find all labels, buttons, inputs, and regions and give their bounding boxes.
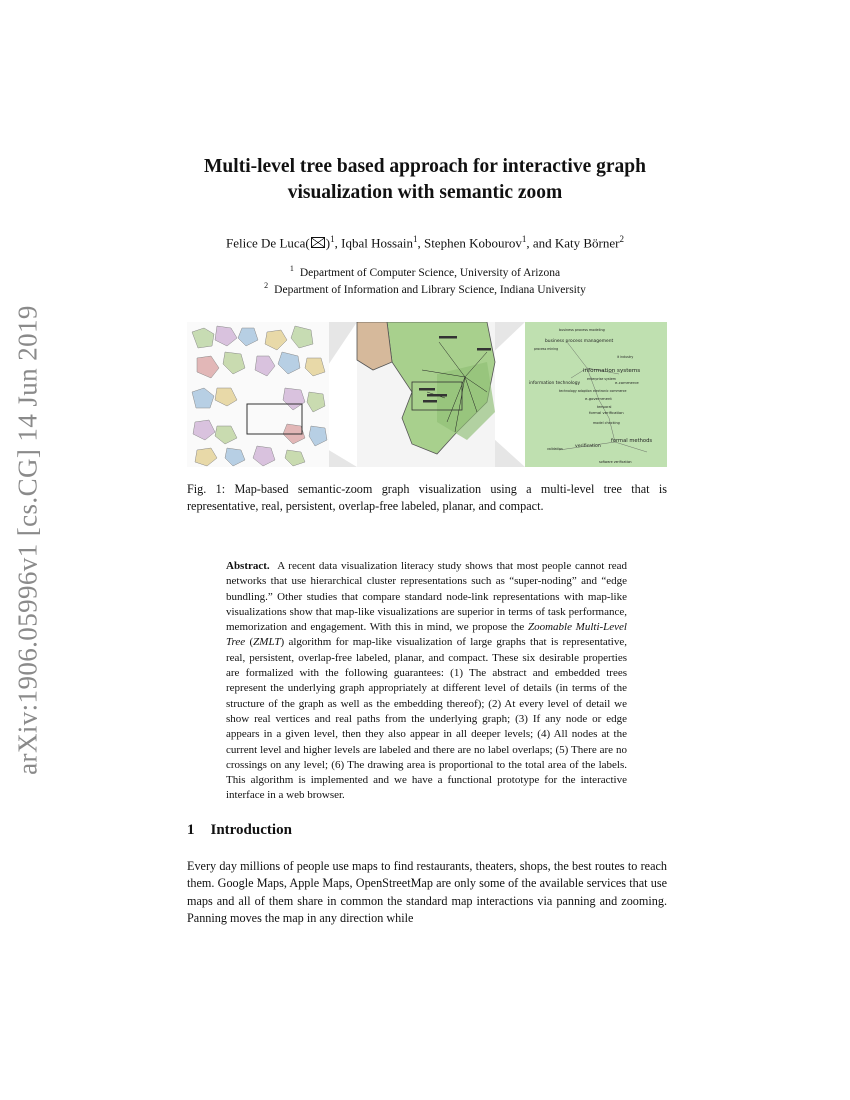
author-name: Iqbal Hossain (341, 235, 413, 251)
paper-title: Multi-level tree based approach for interactive graph visualization with semantic zoom (204, 156, 646, 203)
map-label: e-government (585, 396, 612, 401)
map-label: formal verification (589, 410, 624, 415)
map-label: model checking (593, 421, 620, 425)
map-detail-panel (525, 322, 667, 467)
map-label: information systems (583, 368, 641, 374)
author-name: Katy Börner (554, 235, 620, 251)
map-label: business process modeling (559, 328, 605, 332)
abstract-label: Abstract. (226, 560, 270, 572)
map-label: business process management (545, 339, 614, 344)
map-label: formal methods (611, 438, 653, 444)
author-name: Felice De Luca (226, 235, 306, 251)
map-label: e-commerce (615, 380, 639, 385)
figure-caption: Fig. 1: Map-based semantic-zoom graph visualization using a multi-level tree that is representative, real, persistent, overlap-free labeled, planar, and compact. (187, 482, 667, 513)
envelope-icon (311, 237, 325, 248)
arxiv-identifier: arXiv:1906.05996v1 [cs.CG] 14 Jun 2019 (12, 305, 43, 775)
map-overview-panel (187, 322, 329, 467)
author-list: Felice De Luca( )$^1$, Iqbal Hossain$^1$, Stephen Kobourov$^1$, and Katy Börner$^2$ (226, 234, 624, 251)
section-heading: 1 Introduction (187, 822, 292, 838)
map-label: verification (575, 444, 601, 449)
map-label: validation (547, 447, 563, 451)
map-label: technology adoption (559, 389, 592, 393)
map-zoom-panel (357, 322, 495, 467)
figure-1 (187, 322, 667, 467)
author-name: Stephen Kobourov (423, 235, 522, 251)
map-label: electronic commerce (593, 389, 627, 393)
affiliation: $^2$ Department of Information and Library Science, Indiana University (264, 281, 586, 296)
map-label: information technology (529, 381, 581, 386)
abstract: Abstract. A recent data visualization literacy study shows that most people cannot read networks that use hierarchical cluster representations such as “super-noding” and “edge bundling.” Other studies that compare standard node-link representations with map-like visualizations show that map-like visualizations are superior in terms of task performance, memorization and engagement. With this in mind, we propose the Zoomable Multi-Level Tree (ZMLT) algorithm for map-like visualization of large graphs that is representative, real, persistent, overlap-free labeled, planar, and compact. These six desirable properties are formalized with the following guarantees: (1) The abstract and embedded trees represent the underlying graph appropriately at different level of details (in terms of the structure of the graph as well as the embedding thereof); (2) At every level of detail we show real vertices and real paths from the underlying graph; (3) If any node or edge appears in a given level, then they also appear in all deeper levels; (4) All nodes at the current level and higher levels are labeled and there are no label overlaps; (5) There are no crossings on any level; (6) The drawing area is proportional to the total area of the labels. This algorithm is implemented and we have a functional prototype for the interactive interface in a web browser. (226, 560, 628, 802)
map-label: process mining (534, 347, 559, 351)
intro-paragraph: Every day millions of people use maps to find restaurants, theaters, shops, the best routes to reach them. Google Maps, Apple Maps, OpenStreetMap are only some of the available services that use maps and all of them share in common the standard map interactions via panning and zooming. Panning moves the map in any direction while (187, 859, 667, 925)
map-label: enterprise system (587, 377, 616, 381)
map-label: temporal (597, 405, 612, 409)
map-label: it industry (617, 355, 634, 359)
affiliation: $^1$ Department of Computer Science, University of Arizona (289, 264, 561, 279)
map-label: software verification (599, 460, 632, 464)
